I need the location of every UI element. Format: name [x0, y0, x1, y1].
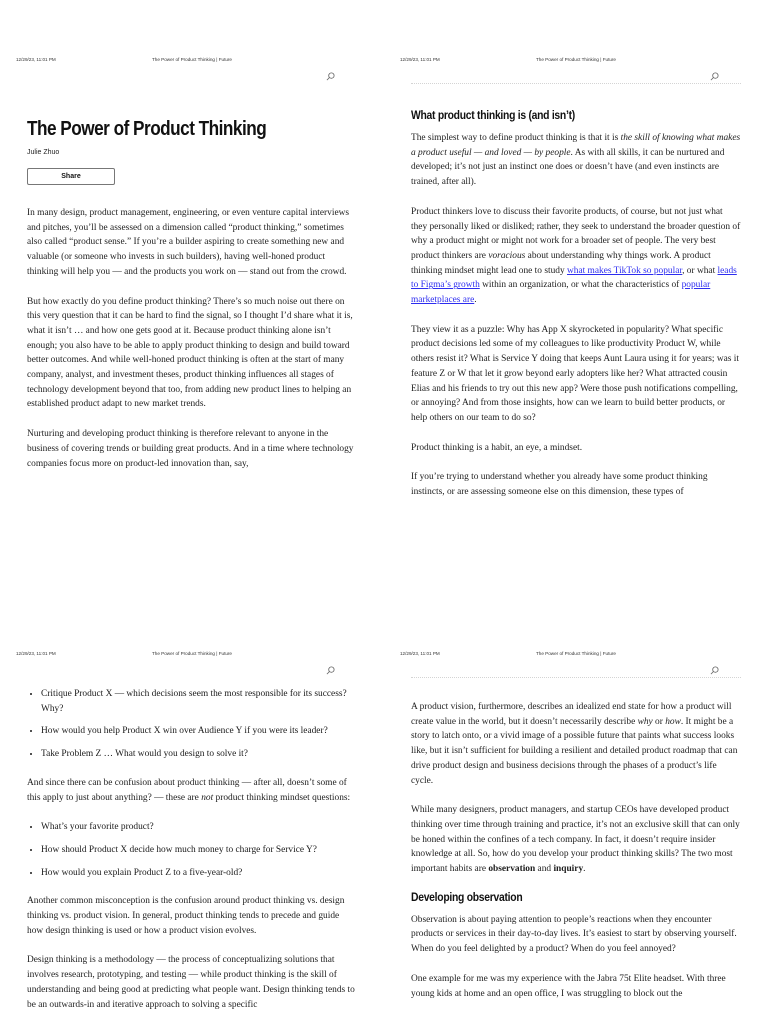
paragraph: If you’re trying to understand whether you already have some product thinking instincts, or are assessing someone else on this dimension, these types of [411, 472, 708, 498]
article-body [27, 118, 357, 486]
link-marketplaces[interactable]: popular marketplaces are [411, 280, 711, 306]
clipped-text-edge [411, 676, 741, 680]
section-heading: Developing observation [411, 891, 523, 904]
print-title: The Power of Product Thinking | Future [535, 651, 616, 656]
list-item: • Critique Product X — which decisions seem the most responsible for its success? Why? [41, 687, 357, 716]
search-icon[interactable] [326, 666, 335, 675]
list-item: • What’s your favorite product? [41, 820, 357, 835]
list-item: • Take Problem Z … What would you design to solve it? [41, 747, 357, 762]
link-tiktok[interactable]: what makes TikTok so popular [566, 265, 683, 276]
paragraph: Observation is about paying attention to people’s reactions when they encounter products or services in their day-to-day lives. It’s easiest to start by observing yourself. When do you feel delighted by a product? When do you feel annoyed? [411, 914, 737, 955]
paragraph: A product vision, furthermore, describes an idealized end state for how a product will create value in the world, but it doesn’t necessarily describe why or how. It might be a story to latch onto, or a vivid image of a possible future that paints what success looks like, but it isn’t sufficient for building a resilient and detailed product roadmap that can drive product design and business decisions through the phases of a product’s life cycle. [411, 702, 738, 786]
paragraph: Nurturing and developing product thinking is therefore relevant to anyone in the business of covering trends or building great products. And in a time where technology companies focus more on product-led innovation than, say, [27, 429, 354, 469]
list-item: • How should Product X decide how much money to charge for Service Y? [41, 843, 357, 858]
list-item: • How would you explain Product Z to a five-year-old? [41, 866, 357, 881]
print-header [384, 57, 768, 65]
print-title: The Power of Product Thinking | Future [151, 57, 232, 62]
print-date: 12/29/23, 11:01 PM [16, 651, 56, 656]
article-body [411, 110, 741, 512]
search-icon[interactable] [710, 666, 719, 675]
print-date: 12/29/23, 11:01 PM [400, 57, 440, 62]
paragraph: Design thinking is a methodology — the process of conceptualizing solutions that involves research, prototyping, and testing — while product thinking is the skill of understanding and being good at predicting what people want. Design thinking tends to be an outwards-in and iterative approach to solving a specific [27, 955, 355, 1010]
article-body [27, 687, 357, 1024]
pdf-page-1 [0, 0, 384, 512]
search-icon[interactable] [710, 72, 719, 81]
article-title: The Power of Product Thinking [27, 118, 267, 140]
print-header [0, 651, 384, 659]
bullet-list [27, 687, 357, 762]
paragraph: One example for me was my experience with the Jabra 75t Elite headset. With three young kids at home and an open office, I was struggling to block out the [411, 973, 726, 999]
paragraph: They view it as a puzzle: Why has App X skyrocketed in popularity? What specific product decisions led some of my colleagues to like productivity Product W, while others resist it? What is Service Y doing that keeps Aunt Laura using it for years; was it feature Z or W that let it grow beyond early adopters like her? What attracted cousin Elias and his friends to try out this new app? Were those push notifications compelling, or annoying? And from those insights, how can we learn to build better products, or help others on our team to do so? [411, 324, 739, 423]
paragraph: The simplest way to define product thinking is that it is the skill of knowing what makes a product useful — and loved — by people. As with all skills, it can be nurtured and developed; it’s not just an instinct one does or doesn’t have (and even instincts are trained, after all). [411, 133, 741, 188]
bullet-list [27, 820, 357, 880]
section-heading: What product thinking is (and isn’t) [411, 110, 575, 122]
link-figma[interactable]: leads to Figma’s growth [411, 265, 737, 291]
paragraph: In many design, product management, engineering, or even venture capital interviews and pitches, you’ll be assessed on a dimension called “product thinking,” sometimes also called “product sense.” If you’re a builder aspiring to create something new and valuable (or someone who invests in such builders), having well-honed product thinking will help you — and the products you work on — stand out from the crowd. [27, 208, 350, 277]
paragraph: But how exactly do you define product thinking? There’s so much noise out there on this very question that it can be hard to find the signal, so I thought I’d share what it is, what it isn’t … and how one gets good at it. Because product thinking alone isn’t enough; you also have to be able to apply product thinking to design and build toward better outcomes. And while well-honed product thinking is often at the start of many company, analyst, and investment theses, product thinking influences all stages of technology development beyond that too, from adding new product lines to helping an established product adapt to new market trends. [27, 296, 353, 410]
print-title: The Power of Product Thinking | Future [151, 651, 232, 656]
paragraph: Another common misconception is the confusion around product thinking vs. design thinking vs. product vision. In general, product thinking tends to precede and guide how design thinking is used or how a product vision evolves. [27, 896, 345, 936]
clipped-text-edge [411, 82, 741, 86]
pdf-page-3 [0, 512, 384, 1024]
search-icon[interactable] [326, 72, 335, 81]
print-header [0, 57, 384, 65]
print-date: 12/29/23, 11:01 PM [400, 651, 440, 656]
paragraph: Product thinking is a habit, an eye, a mindset. [411, 442, 583, 453]
pdf-page-2 [384, 0, 768, 512]
pdf-page-4 [384, 512, 768, 1024]
share-button[interactable]: Share [27, 168, 115, 185]
list-item: • How would you help Product X win over Audience Y if you were its leader? [41, 724, 357, 739]
paragraph: And since there can be confusion about product thinking — after all, doesn’t some of this apply to just about anything? — these are not product thinking mindset questions: [27, 777, 351, 803]
paragraph: Product thinkers love to discuss their favorite products, of course, but not just what they personally liked or disliked; rather, they seek to understand the broader question of why a product might or might not work for a broader set of people. The very best product thinkers are voracious about understanding why things work. A product thinking mindset might lead one to study what makes TikTok so popular, or what leads to Figma’s growth within an organization, or what the characteristics of popular marketplaces are. [411, 206, 741, 306]
paragraph: While many designers, product managers, and startup CEOs have developed product thinking over time through training and practice, it’s not an exclusive skill that can only be honed within the confines of a tech company. In fact, it doesn’t require insider knowledge at all. So, how do you develop your product thinking skills? The two most important habits are observation and inquiry. [411, 805, 740, 875]
print-title: The Power of Product Thinking | Future [535, 57, 616, 62]
article-author[interactable]: Julie Zhuo [27, 149, 60, 156]
print-date: 12/29/23, 11:01 PM [16, 57, 56, 62]
article-body [411, 700, 741, 1016]
print-header [384, 651, 768, 659]
